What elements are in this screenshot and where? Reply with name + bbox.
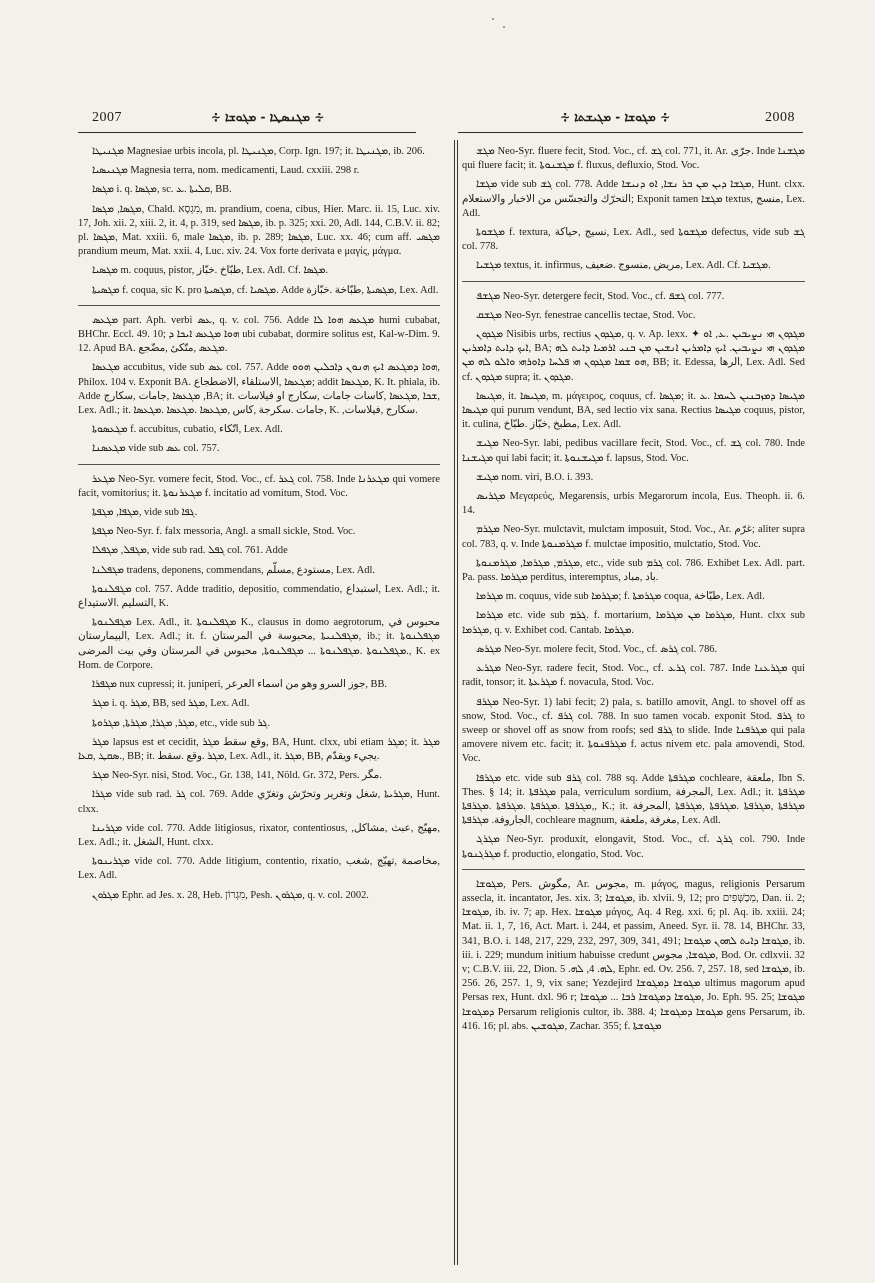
dictionary-entry: ܡܓܪ lapsus est et cecidit, وقع سقط ܡܓܪ, BA, Hunt. clxx, ubi etiam ܡܓܪ; it. ܡܓܪ .ܣܩܛ ,ܩܥܐ, BB; it. ܡܓܪ .وقع .سقط, Lex. Adl., it. ܡܓܪ, BB, يجيء ويقدّم.	[78, 736, 440, 762]
dictionary-entry: ܡܓܥܣܢܐ vide sub ܥܣ col. 757.	[92, 443, 220, 455]
dictionary-entry: ܡܓܣܐ, ܡܓܣܐ, Chald. מִגְסָא, m. prandium, coena, cibus, Hier. Marc. ii. 15, Luc. xiv. 17, Joh. xii. 2, xiii. 2, it. 4, p. 319, sed ܡܓܣܐ, ib. p. 325; xxi. 20, Adl. 144, C.B.V. ii. 82; pl. ܡܓܣܐ, Mat. xxiii. 6, male ܡܓܣܐ, ib. p. 289; ܡܓܣܐ, Luc. xx. 46; cum aff. ܡܓܣܝ prandium meum, Mat. xxii. 4, Luc. xiv. 24. Vox forte derivata e μαγίς, μάγμα.	[78, 203, 440, 258]
dictionary-entry: ܡܓܪܡ Neo-Syr. mulctavit, mulctam imposuit, Stod. Voc., Ar. غرّم; aliter supra col. 783, q. v. Inde ܡܓܪܡܢܘܬܐ f. mulctae impositio, mulctatio, Stod. Voc.	[462, 524, 805, 550]
dictionary-entry: ܡܓܪ i. q. ܡܓܪ, BB, sed ܡܓܪ, Lex. Adl.	[92, 698, 250, 710]
dictionary-entry: ܡܓܪܝܢܐ vide col. 770. Adde litigiosus, rixator, contentiosus, ,مهيّج ,عبث ,مشاكل, Lex. Adl.; it. الشغل, Hunt. clxx.	[78, 822, 440, 848]
dictionary-entry: ܡܓܢܝܛܐ Magnesiae urbis incola, pl. ܡܓܢܝܛܐ, Corp. Ign. 197; it. ܡܓܢܝܛܐ, ib. 206.	[92, 146, 425, 157]
dictionary-entry: ܡܓܥܣܐ accubitus, vide sub ܥܣ col. 757. Adde ܗܘܐ ܕܡܓܥܣ ܐܝܟ ܗܢܘܢ ܕܐܟܠܝܢ ܗܘܘ, Philox. 104 v. Exponit BA. ܡܓܥܣܐ ,الاستلقاء ,الاضطجاع; addit ܡܓܥܣܐ, K. It. phiala, ib. Adde ܡܓܥܣܐ ,جامات ,سكارج ,BA; it. ܫܟܐ ,ܡܓܥܣܐ ,كاسات جامات ,سكارج او فيلاسات, Lex. Adl.; it. جامات .سكرجة ,كاس ,ܡܓܥܣܐ .ܡܓܥܣܐ .ܡܓܥܣܐ, K. ,سكارج ,فيلاسات.	[78, 362, 441, 417]
dictionary-entry: ܡܓܫܝܐ textus, it. infirmus, مريض ,منسوج .ضعيف, Lex. Adl. Cf. ܡܓܫܝܐ.	[476, 260, 771, 272]
dictionary-entry: ܡܓܫܩ Neo-Syr. fenestrae cancellis tectae, Stod. Voc.	[476, 309, 696, 321]
dictionary-entry: ܡܓܢܝܣܝܐ Magnesia terra, nom. medicamenti, Laud. cxxiii. 298 r.	[92, 165, 360, 177]
dictionary-entry: ܡܓܥܣ part. Aph. verbi ܥܣ, q. v. col. 756. Adde ܡܓܥܣ ܗܘܐ ܠܐ humi cubabat, BHChr. Eccl. 49. 10; ܗܘܐ ܡܓܥܣ ܐܝܟܐ ܕ ubi cubabat, dormire solitus est, Kal-w-Dim. 9. 12. Apud BA. ܡܓܥܣ ,متّكئ ,مضّجع.	[78, 314, 440, 355]
dictionary-entry: ܡܓܕܘܢ Nisibis urbs, rectius ܡܓܕܘܢ, q. v. Ap. lexx. ✦ ܡܓܕܘܢ ܗܝ ܢܨܝܒܝܢ .ܥ, ܐܘ ܐܝܟ ܕܐܝܬ ܕܐܡܪܝܢ, BA; ܡܓܕܘܢ ܗܝ ܢܨܝܒܝܢ. ܐܝܟ ܕܐܡܪܝܢ ܐܢܫܝܢ ܡܢ ܒܢܝ ܐܪܡܝܐ ܕܐܝܬ ܠܗ ܗܘ ܫܡܐ ܡܓܕܘܢ ܗܝ ܦܠܚܐ ܕܐܘܪܗܝ ܘܐܠܘ ܠܗ ܡܢ, BB; it. Edessa, الرها, Lex. Adl. Sed cf. ܡܓܕܘܢ supra; it. ܡܓܕܘܢ.	[462, 329, 805, 383]
dictionary-entry: ܡܓܫܐ vide sub ܓܫ col. 778. Adde ܡܓܫܐ ܕܝܢ ܡܢ ܒܪ ܢܫܐ, ܐܘ ܕܢܝܫܐ, Hunt. clxx. التحرّك والتجسّس من الاخبار والاستعلام; Exponit tamen ܡܓܫܐ textus, منسج, Lex. Adl.	[462, 179, 805, 219]
dictionary-entry: ܡܓܘܫܐ, Pers. مگوش, Ar. مجوس, m. μάγος, magus, religionis Persarum asseclа, it. incantator, Jes. xix. 3; ܡܓܘܫܐ, ib. xlvii. 9, 12; pro מְכַשְּׁפִים, Dan. ii. 2; ܡܓܘܫܐ, ib. iv. 7; ap. Hex. ܡܓܘܫܐ μάγος, Aq. 4 Reg. xxi. 6; pl. Aq. ib. xxiii. 24; Mat. ii. 1, 7, 16, Act. Mart. i. 244, et passim, Aneed. Syr. ii. 78. 14, BHChr. 33, 341, B.O. i. 148, 217, 229, 232, 297, 309, 341, 491; ܡܓܘܫܐ ܕܐܝܬ ܠܗܘܢ ܡܓܘܫܐ, ib. iii. i. 229; mundum initium habuisse credunt ܡܓܘܫܐ, مجوس, Bod. Or. cdlxvii. 32 v; C.B.V. iii. 22, Dion. ܠܗ. 4, ܠܗ. 5, Ephr. ed. Ov. 256. 7, 257. 18, sed ܡܓܘܫܐ, ib. 256. 26, 257. 1, 9, vix sane; Yezdejird ܡܓܘܫܐ ܕܡܓܘܫܐ ultimus magorum apud Persas rex, Hunt. dxl. 96 r; ܡܓܘܫܐ ܕܡܓܘܫܐ ܪܒܐ ... ܡܓܘܫܐ, Jo. Eph. 95. 25; ܡܓܘܫܐ ܕܡܓܘܫܐ Persarum religionis cultor, ib. 388. 4; ܡܓܘܫܐ ܕܡܓܘܫܐ gens Persarum, ib. 416. 16; pl. abs. ܡܓܘܫܝܢ, Zachar. 355; f. ܡܓܘܫܬܐ	[462, 878, 806, 1032]
dictionary-entry: ܡܓܪܣ Neo-Syr. molere fecit, Stod. Voc., cf. ܓܪܣ col. 786.	[476, 643, 718, 655]
header-rule-left	[78, 132, 416, 133]
dictionary-entry: ܡܓܪܝܢܘܬܐ vide col. 770. Adde litigium, contentio, rixatio, مخاصمة ,تهيّج ,شغب, Lex. Adl.	[78, 856, 440, 882]
column-divider-second	[457, 140, 458, 1265]
paper-speck	[503, 26, 505, 28]
left-page-number: 2007	[92, 110, 122, 125]
dictionary-entry: ܡܓܪܡ, ܡܓܪܡܐ, ܡܓܪܡܢܘܬܐ, etc., vide sub ܓܪܡ col. 786. Exhibet Lex. Adl. part. Pa. pass. ܡܓܪܡܐ perditus, interemptus, باد ,مباد.	[462, 557, 805, 584]
dictionary-entry: ܡܓܦܠܢܘܬܐ col. 757. Adde traditio, depositio, commendatio, استبداع, Lex. Adl.; it. التسليم .الاستيداع, K.	[78, 583, 440, 610]
dictionary-entry: ܡܓܪ Neo-Syr. nisi, Stod. Voc., Gr. 138, 141, Nöld. Gr. 372, Pers. مگر.	[92, 770, 382, 782]
dictionary-entry: ܡܓܫ Neo-Syr. fluere fecit, Stod. Voc., cf. ܓܫ col. 771, it. Ar. جرّى. Inde ܡܓܫܢܐ qui fluere facit; it. ܡܓܫܢܘܬܐ f. fluxus, defluxio, Stod. Voc.	[462, 146, 805, 172]
dictionary-entry: ܡܓܥܣܘܬܐ f. accubitus, cubatio, اتّكاء, Lex. Adl.	[92, 424, 283, 436]
dictionary-entry: ܡܓܝܫ nom. viri, B.O. i. 393.	[476, 471, 594, 483]
dictionary-entry: ܡܓܦܐ, ܡܓܦܬܐ, vide sub ܓܦܐ.	[92, 507, 198, 519]
column-divider	[454, 140, 455, 1265]
section-separator	[462, 869, 805, 870]
dictionary-entry: ܡܓܦܬܐ Neo-Syr. f. falx messoria, Angl. a small sickle, Stod. Voc.	[92, 526, 356, 538]
dictionary-entry: ܡܓܪܡܐ m. coquus, vide sub ܡܓܪܡܐ; f. ܡܓܪܡܬܐ coqua, طبّاخة, Lex. Adl.	[476, 591, 765, 603]
dictionary-entry: ܡܓܪܝܣ Μεγαρεύς, Megarensis, urbis Megarorum incola, Eus. Theoph. ii. 6. 14.	[462, 491, 805, 517]
dictionary-entry: ܡܓܪܡܐ etc. vide sub ܓܪܡ. f. mortarium, ܡܓܪܡܐ ܡܢ ܡܓܪܡܐ, Hunt. clxx sub ܡܓܪܡܐ, q. v. Exhibet cod. Cantab. ܡܓܪܡܐ.	[462, 610, 805, 636]
dictionary-entry: ܡܓܪܐ vide sub rad. ܓܪ col. 769. Adde ܡܓܪܝܬܐ ,شغل وتغرير وتحرّش وتغرّي, Hunt. clxx.	[78, 789, 441, 815]
dictionary-entry: ܡܓܣܝܬܐ f. coqua, sic K. pro ܡܓܣܝܬܐ, cf. ܡܓܣܝܐ. Adde ܡܓܣܝܬܐ ,طبّاخة .خبّازة, Lex. Adl.	[92, 284, 439, 296]
header-rule-right	[458, 132, 803, 133]
section-separator	[78, 305, 440, 306]
section-separator	[462, 281, 805, 282]
dictionary-entry: ܡܓܦܪܐ nux cupressi; it. juniperi, جوز السرو وهو من اسماء العرعر, BB.	[92, 679, 387, 691]
section-separator	[78, 464, 440, 465]
dictionary-entry: ܡܓܪܦܐ etc. vide sub ܓܪܦ col. 788 sq. Adde ܡܓܪܦܬܐ cochleare, ملعقة, Ibn S. Thes. § 14; it. ܡܓܪܦܬܐ pala, verriculum sordium, المجرفة, Lex. Adl.; it. ܡܓܪܦܬܐ ,ܡܓܪܦܬܐ .ܡܓܪܦܬܐ .ܡܓܪܦܬܐ .ܡܓܪܦܬܐ, K.; it. ܡܓܪܦܬܐ ,ܡܓܪܦܬܐ .ܡܓܪܦܬܐ ,ܡܓܪܦܬܐ ,المجرفة ,الجاروفة. ܡܓܪܦܬܐ cochleare magnum, مغرفة ,ملعقة, Lex. Adl.	[462, 772, 806, 827]
dictionary-entry: ܡܓܫܦ Neo-Syr. detergere fecit, Stod. Voc., cf. ܓܫܦ col. 777.	[476, 290, 725, 302]
left-column	[78, 145, 440, 908]
dictionary-entry: ܡܓܥܪ Neo-Syr. vomere fecit, Stod. Voc., cf. ܓܥܪ col. 758. Inde ܡܓܥܪܢܐ qui vomere facit, vomitorius; it. ܡܓܥܪܢܘܬܐ f. incitatio ad vomitum, Stod. Voc.	[78, 473, 440, 499]
dictionary-entry: ܡܓܣܐ i. q. ܡܓܣܐ, sc. ܩܠܝܬܐ .ܥ, BB.	[92, 184, 232, 196]
dictionary-entry: ܡܓܪ, ܡܓܪܐ, ܡܓܪܬܐ, ܡܓܪܘܬܐ, etc., vide sub ܓܪ.	[92, 717, 271, 729]
dictionary-entry: ܡܓܦܠܢܘܬܐ Lex. Adl., it. ܡܓܦܠܢܘܬܐ K., clausus in domo aegrotorum, محبوس في البيمارستان, Lex. Adl.; it. f. ܡܓܦܠܢܝܬܐ ,محبوسة في المرستان, ib.; it. ܡܓܦܠܢܘܬܐ .ܡܓܦܠܢܘܬܐ .ܡܓܦܠܢܘܬܐ ... ܡܓܦܠܢܘܬܐ, محبوس في المرستان وفي بيت المرضى, K. ex Hom. de Corpore.	[78, 617, 441, 671]
dictionary-entry: ܡܓܦܠ, ܡܓܦܠܐ, vide sub rad. ܓܦܠ col. 761. Adde	[92, 545, 288, 557]
right-page-number: 2008	[765, 110, 795, 125]
dictionary-entry: ܡܓܝܣܐ, it. ܡܓܝܣܐ, m. μάγειρος, coquus, cf. ܡܓܣܐ; it. ܡܓܝܣܐ ܕܡܙܒܢܝܢ ܠܚܡܐ .ܥ ܡܓܝܣܐ qui purum vendunt, BA, sed lectio vix sana. Rectius ܡܓܝܣܐ coquus, pistor, it. culina, مطبخ ,خبّاز .طبّاخ, Lex. Adl.	[462, 390, 805, 431]
dictionary-entry: ܡܓܦܠܢܐ tradens, deponens, commendans, مستودع ,مسلّم, Lex. Adl.	[92, 564, 375, 576]
dictionary-entry: ܡܓܪܦ Neo-Syr. 1) labi fecit; 2) pala, s. batillo amovit, Angl. to shovel off as snow, Stod. Voc., cf. ܓܪܦ col. 788. In suo tamen vocab. exponit Stod. ܓܪܦ to sweep or shovel off as snow from roofs; sed ܓܪܦ to slide. Inde ܡܓܪܦܢܐ qui pala amovere nivem etc. facit; it. ܡܓܪܦܢܘܬܐ f. actus nivem etc. pala amovendi, Stod. Voc.	[462, 696, 805, 765]
paper-speck	[492, 18, 494, 20]
dictionary-entry: ܡܓܫܘܬܐ f. textura, نسيج ,حياكة, Lex. Adl., sed ܡܓܫܘܬܐ defectus, vide sub ܓܫ col. 778.	[462, 227, 805, 253]
dictionary-entry: ܡܓܪܘܢ Ephr. ad Jes. x. 28, Heb. מִגְרוֹן, Pesh. ܡܓܪܘܢ, q. v. col. 2002.	[92, 889, 369, 901]
right-running-title: ∻ ܡܓܘܫܐ - ܡܓܝܫܬܐ ∻	[559, 110, 671, 124]
dictionary-entry: ܡܓܣܝܐ m. coquus, pistor, طبّاخ .خبّاز, Lex. Adl. Cf. ܡܓܣܐ.	[92, 265, 329, 277]
left-running-title: ∻ ܡܓܢܣܛܐ - ܡܓܘܫܐ ∻	[210, 110, 325, 124]
right-column	[462, 145, 805, 1039]
dictionary-entry: ܡܓܪܓ Neo-Syr. produxit, elongavit, Stod. Voc., cf. ܓܪܓ col. 790. Inde ܡܓܪܓܢܘܬܐ f. productio, elongatio, Stod. Voc.	[462, 834, 805, 860]
dictionary-entry: ܡܓܪܥ Neo-Syr. radere fecit, Stod. Voc., cf. ܓܪܥ col. 787. Inde ܡܓܪܥܢܐ qui radit, tonsor; it. ܡܓܪܥܬܐ f. novacula, Stod. Voc.	[462, 663, 805, 689]
dictionary-entry: ܡܓܝܫ Neo-Syr. labi, pedibus vacillare fecit, Stod. Voc., cf. ܓܫ col. 780. Inde ܡܓܝܫܢܐ qui labi facit; it. ܡܓܝܫܢܘܬܐ f. lapsus, Stod. Voc.	[462, 438, 806, 464]
